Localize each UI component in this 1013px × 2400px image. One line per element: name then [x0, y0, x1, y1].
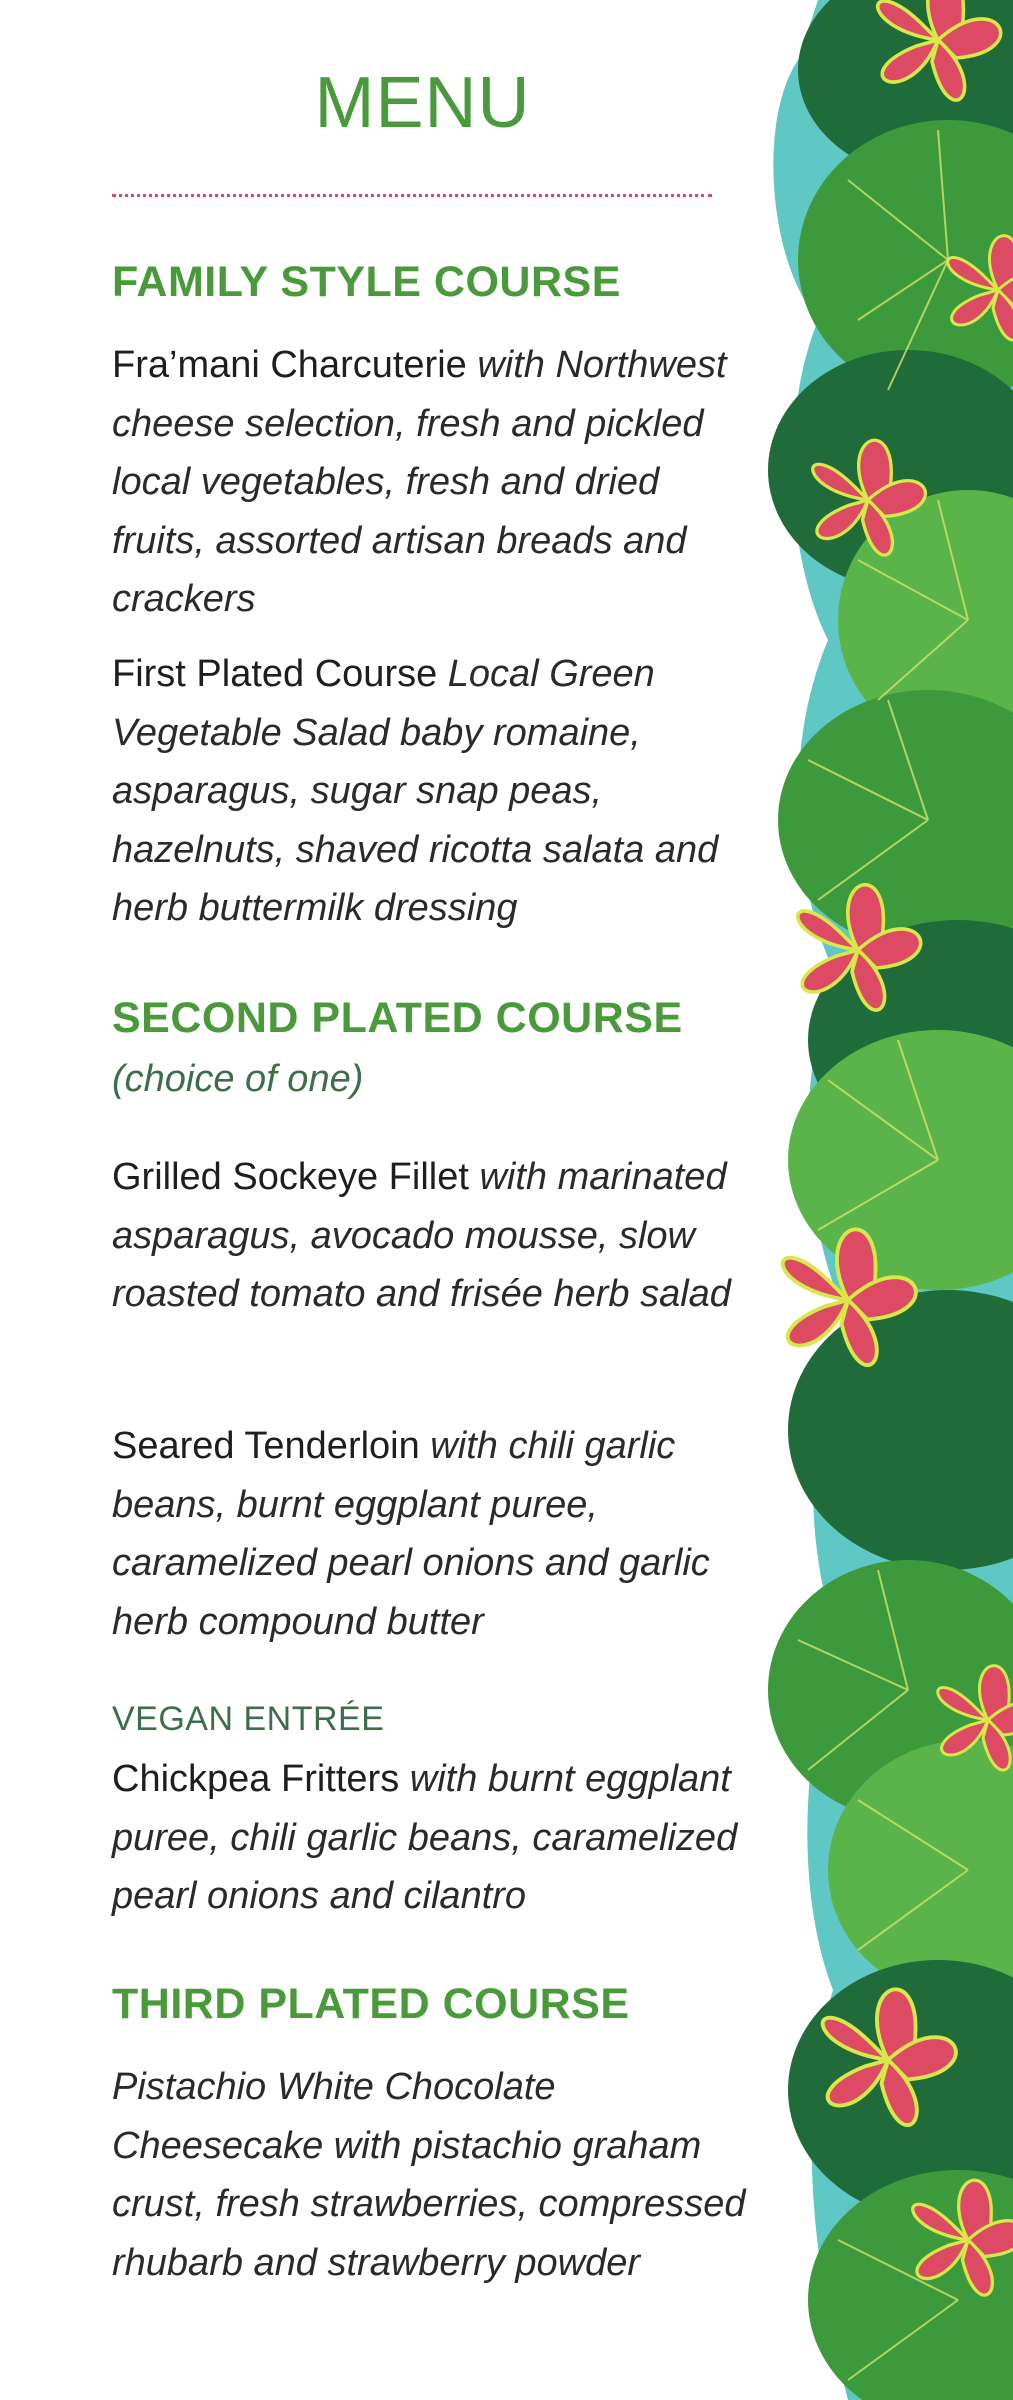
section-heading-third-plated: THIRD PLATED COURSE: [112, 1980, 630, 2028]
floral-border-decoration: [738, 0, 1013, 2400]
menu-item-name: Seared Tenderloin: [112, 1425, 420, 1467]
menu-item-sockeye: [112, 1148, 752, 1324]
menu-item-description: with marinated asparagus, avocado mousse, slow roasted tomato and frisée herb salad: [112, 1156, 731, 1315]
menu-item-description: Local Green Vegetable Salad baby romaine, asparagus, sugar snap peas, hazelnuts, shaved ricotta salata and herb buttermilk dressing: [112, 653, 719, 929]
section-heading-second-plated: SECOND PLATED COURSE: [112, 994, 683, 1042]
menu-item-name: First Plated Course: [112, 653, 438, 695]
section-subheading-choice: (choice of one): [112, 1058, 364, 1100]
menu-item-description: with Northwest cheese selection, fresh and pickled local vegetables, fresh and dried fruits, assorted artisan breads and crackers: [112, 344, 727, 620]
menu-item-description: Pistachio White Chocolate Cheesecake with pistachio graham crust, fresh strawberries, compressed rhubarb and strawberry powder: [112, 2066, 746, 2284]
menu-item-description: with chili garlic beans, burnt eggplant puree, caramelized pearl onions and garlic herb compound butter: [112, 1425, 710, 1643]
menu-item-description: with burnt eggplant puree, chili garlic beans, caramelized pearl onions and cilantro: [112, 1758, 738, 1917]
menu-item-chickpea-fritters: [112, 1750, 752, 1926]
menu-item-tenderloin: [112, 1417, 752, 1651]
menu-item-name: Chickpea Fritters: [112, 1758, 400, 1800]
menu-item-cheesecake: [112, 2058, 752, 2292]
menu-item-name: Fra’mani Charcuterie: [112, 344, 467, 386]
menu-item-charcuterie: [112, 336, 752, 629]
menu-item-first-plated-course: [112, 645, 752, 938]
dotted-divider: [112, 194, 712, 197]
menu-title: MENU: [314, 63, 531, 143]
menu-item-name: Grilled Sockeye Fillet: [112, 1156, 469, 1198]
vegan-entree-label: VEGAN ENTRÉE: [112, 1700, 385, 1738]
section-heading-family-style: FAMILY STYLE COURSE: [112, 258, 621, 306]
